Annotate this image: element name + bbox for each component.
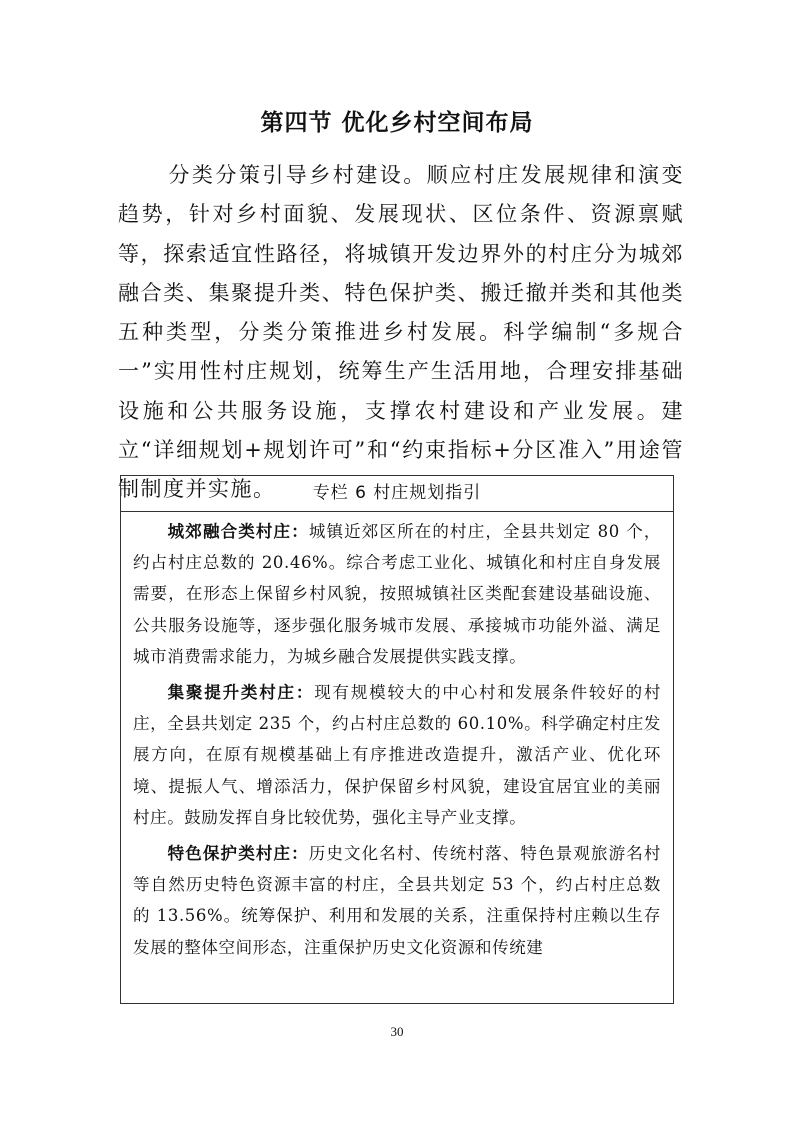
heritage-protection-village-text: 历史文化名村、传统村落、特色景观旅游名村等自然历史特色资源丰富的村庄，全县共划定 53 个，约占村庄总数的 13.56%。统筹保护、利用和发展的关系，注重保持村庄赖以生存发展的整体空间形态，注重保护历史文化资源和传统建 [133,844,662,957]
cluster-upgrade-village-lead: 集聚提升类村庄： [167,683,315,703]
intro-paragraph: 分类分策引导乡村建设。顺应村庄发展规律和演变趋势，针对乡村面貌、发展现状、区位条件、资源禀赋等，探索适宜性路径，将城镇开发边界外的村庄分为城郊融合类、集聚提升类、特色保护类、搬迁撤并类和其他类五种类型，分类分策推进乡村发展。科学编制“多规合一”实用性村庄规划，统筹生产生活用地，合理安排基础设施和公共服务设施，支撑农村建设和产业发展。建立“详细规划+规划许可”和“约束指标+分区准入”用途管制制度并实施。 [118,163,684,502]
urban-fringe-village-item [133,516,661,672]
cluster-upgrade-village-text: 现有规模较大的中心村和发展条件较好的村庄，全县共划定 235 个，约占村庄总数的 60.10%。科学确定村庄发展方向，在原有规模基础上有序推进改造提升，激活产业、优化环境、提振人气、增添活力，保护保留乡村风貌，建设宜居宜业的美丽村庄。鼓励发挥自身比较优势，强化主导产业支撑。 [133,683,661,827]
heritage-protection-village-item [133,838,661,963]
section-title: 第四节 优化乡村空间布局 [260,110,534,136]
sidebar-box-village-planning [120,475,674,1004]
page-number: 30 [390,1024,404,1039]
heritage-protection-village-lead: 特色保护类村庄： [167,844,309,864]
urban-fringe-village-lead: 城郊融合类村庄： [167,522,309,541]
sidebar-box-title: 专栏 6 村庄规划指引 [121,476,673,512]
cluster-upgrade-village-item [133,677,661,833]
sidebar-box-body [121,512,673,963]
urban-fringe-village-text: 城镇近郊区所在的村庄，全县共划定 80 个，约占村庄总数的 20.46%。综合考虑工业化、城镇化和村庄自身发展需要，在形态上保留乡村风貌，按照城镇社区类配套建设基础设施、公共服务设施等，逐步强化服务城市发展、承接城市功能外溢、满足城市消费需求能力，为城乡融合发展提供实践支撑。 [133,522,661,666]
